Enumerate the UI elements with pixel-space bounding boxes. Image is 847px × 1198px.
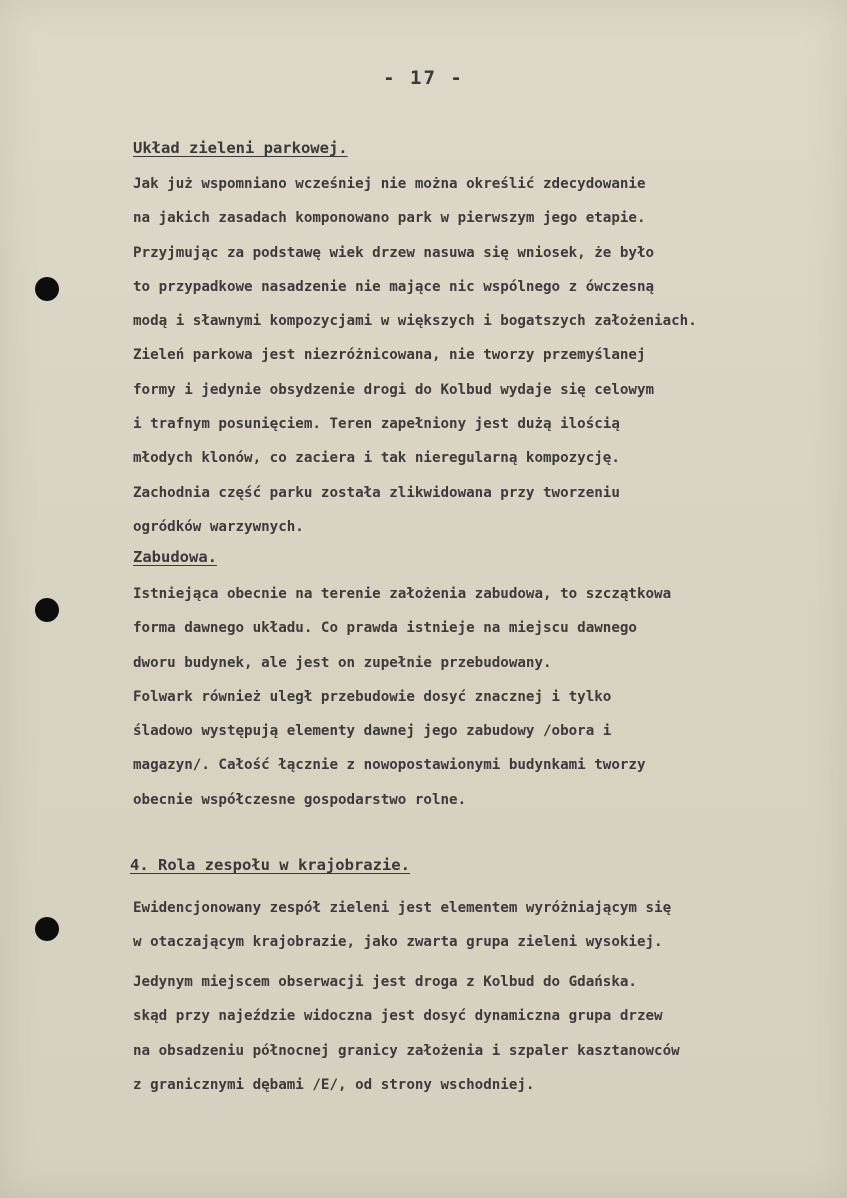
text-line: modą i sławnymi kompozycjami w większych i bogatszych założeniach. — [133, 313, 697, 330]
text-line: ogródków warzywnych. — [133, 518, 304, 535]
text-line: formy i jedynie obsydzenie drogi do Kolbud wydaje się celowym — [133, 381, 655, 398]
text-line: Istniejąca obecnie na terenie założenia zabudowa, to szczątkowa — [133, 586, 672, 602]
text-line: Zieleń parkowa jest niezróżnicowana, nie tworzy przemyślanej — [133, 347, 646, 364]
text-line: na obsadzeniu północnej granicy założenia i szpaler kasztanowców — [133, 1042, 680, 1059]
text-line: Folwark również uległ przebudowie dosyć znacznej i tylko — [133, 688, 612, 705]
text-line: Przyjmując za podstawę wiek drzew nasuwa się wniosek, że było — [133, 244, 655, 261]
paragraph-rola-a — [133, 891, 838, 960]
text-line: to przypadkowe nasadzenie nie mające nic wspólnego z ówczesną — [133, 278, 655, 295]
text-line: forma dawnego układu. Co prawda istnieje na miejscu dawnego — [133, 620, 637, 637]
punch-hole — [35, 277, 59, 301]
text-line: obecnie współczesne gospodarstwo rolne. — [133, 791, 467, 808]
text-line: magazyn/. Całość łącznie z nowopostawionymi budynkami tworzy — [133, 757, 646, 774]
text-line: skąd przy najeździe widoczna jest dosyć dynamiczna grupa drzew — [133, 1008, 663, 1025]
section-heading: 4. Rola zespołu w krajobrazie. — [130, 856, 410, 874]
page-number: - 17 - — [383, 67, 464, 89]
paragraph-rola-b — [133, 965, 838, 1102]
paragraph-uklad — [133, 167, 838, 544]
text-line: młodych klonów, co zaciera i tak nieregularną kompozycję. — [133, 450, 620, 467]
text-line: w otaczającym krajobrazie, jako zwarta grupa zieleni wysokiej. — [133, 934, 663, 951]
text-line: Jak już wspomniano wcześniej nie można określić zdecydowanie — [133, 176, 646, 192]
section-heading: Zabudowa. — [133, 548, 217, 566]
text-line: z granicznymi dębami /E/, od strony wschodniej. — [133, 1076, 535, 1093]
text-line: Zachodnia część parku została zlikwidowana przy tworzeniu — [133, 484, 620, 501]
paragraph-zabudowa — [133, 577, 838, 817]
text-line: na jakich zasadach komponowano park w pierwszym jego etapie. — [133, 210, 646, 227]
text-line: Ewidencjonowany zespół zieleni jest elementem wyróżniającym się — [133, 900, 672, 916]
punch-hole — [35, 917, 59, 941]
punch-hole — [35, 598, 59, 622]
section-heading: Układ zieleni parkowej. — [133, 139, 348, 157]
text-line: śladowo występują elementy dawnej jego zabudowy /obora i — [133, 723, 612, 740]
text-line: Jedynym miejscem obserwacji jest droga z Kolbud do Gdańska. — [133, 974, 637, 990]
text-line: i trafnym posunięciem. Teren zapełniony jest dużą ilością — [133, 416, 620, 433]
text-line: dworu budynek, ale jest on zupełnie przebudowany. — [133, 654, 552, 671]
